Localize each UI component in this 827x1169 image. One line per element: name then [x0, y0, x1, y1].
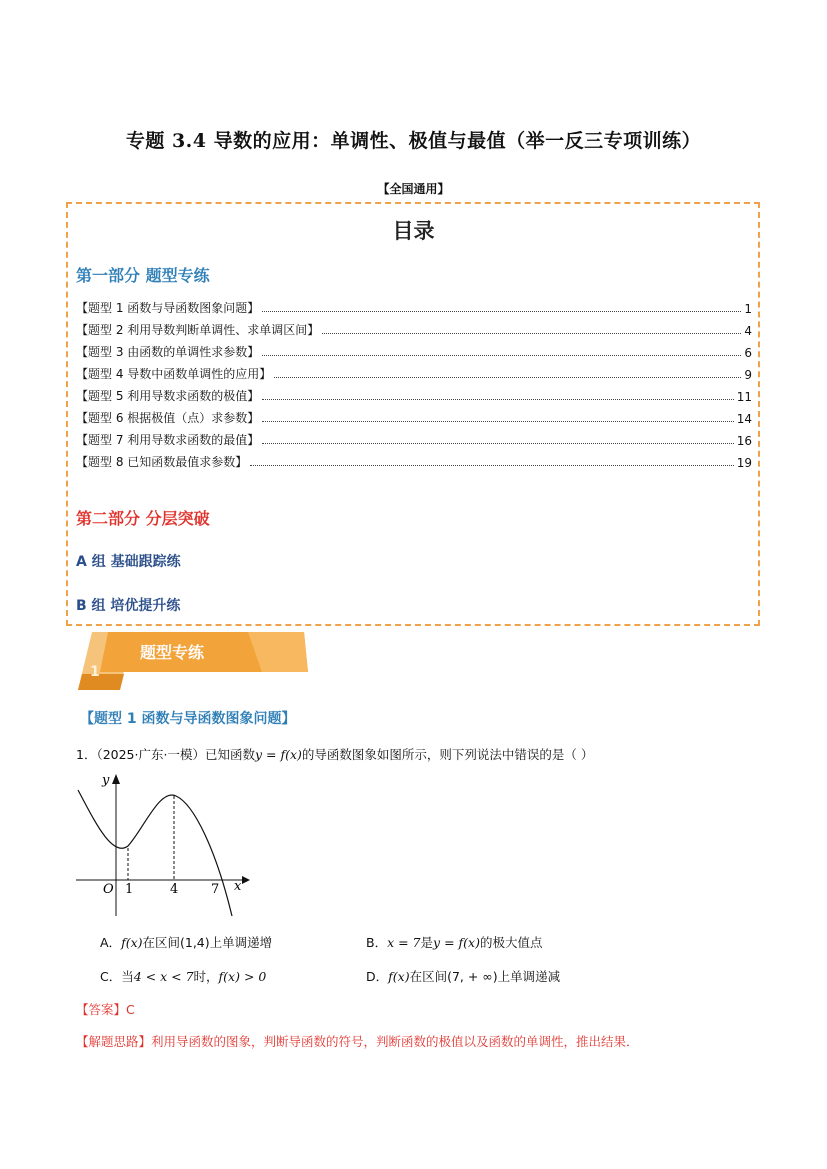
- option-b-prefix: B．: [366, 935, 388, 950]
- toc-item[interactable]: [76, 382, 752, 404]
- banner-number: 1: [90, 664, 100, 680]
- origin-label: O: [103, 882, 114, 897]
- answer-line: 【答案】C: [76, 1002, 135, 1017]
- option-b[interactable]: [366, 933, 542, 951]
- toc-item[interactable]: [76, 338, 752, 360]
- toc-leader-dots: [262, 310, 741, 312]
- toc-item[interactable]: [76, 426, 752, 448]
- toc-item-page: 4: [744, 324, 752, 338]
- option-d[interactable]: [366, 967, 560, 985]
- toc-group-a[interactable]: A 组 基础跟踪练: [76, 554, 181, 570]
- toc-item[interactable]: [76, 404, 752, 426]
- toc-leader-dots: [274, 376, 741, 378]
- toc-item[interactable]: [76, 294, 752, 316]
- section-heading: 【题型 1 函数与导函数图象问题】: [80, 711, 296, 727]
- option-a-text: 在区间(1,4)上单调递增: [142, 935, 273, 950]
- toc-item[interactable]: [76, 316, 752, 338]
- toc-leader-dots: [262, 354, 741, 356]
- question-text: [76, 745, 593, 763]
- tick-label: 1: [125, 882, 134, 897]
- toc-item-page: 14: [736, 412, 752, 426]
- option-b-math2: y = f(x): [433, 935, 480, 950]
- banner-shadow: [78, 674, 124, 690]
- document-subtitle: 【全国通用】: [377, 182, 450, 196]
- toc-item-page: 6: [744, 346, 752, 360]
- derivative-curve: [78, 790, 232, 916]
- analysis-line: 【解题思路】利用导函数的图象，判断导函数的符号，判断函数的极值以及函数的单调性，推出结果．: [76, 1034, 639, 1049]
- option-d-prefix: D．: [366, 969, 389, 984]
- x-axis-arrow: [242, 876, 250, 884]
- option-d-math: f(x): [388, 969, 410, 984]
- toc-item-page: 11: [736, 390, 752, 404]
- option-b-text2: 的极大值点: [479, 935, 543, 950]
- toc-item-page: 16: [736, 434, 752, 448]
- toc-item-page: 19: [736, 456, 752, 470]
- toc-item-label: 【题型 5 利用导数求函数的极值】: [76, 389, 260, 403]
- toc-item-label: 【题型 1 函数与导函数图象问题】: [76, 301, 260, 315]
- toc-item-page: 9: [744, 368, 752, 382]
- option-c-text1: 时，: [193, 969, 219, 984]
- document-title: 专题 3.4 导数的应用：单调性、极值与最值（举一反三专项训练）: [125, 130, 702, 152]
- option-b-text1: 是: [420, 935, 434, 950]
- x-axis-label: x: [234, 879, 242, 894]
- option-a[interactable]: [100, 933, 272, 951]
- toc-leader-dots: [322, 332, 741, 334]
- y-axis-arrow: [112, 774, 120, 784]
- option-c-math2: f(x) > 0: [218, 969, 267, 984]
- toc-item-page: 1: [744, 302, 752, 316]
- toc-item-label: 【题型 3 由函数的单调性求参数】: [76, 345, 260, 359]
- question-suffix: 的导函数图象如图所示，则下列说法中错误的是（ ）: [301, 747, 594, 762]
- toc-item-label: 【题型 8 已知函数最值求参数】: [76, 455, 248, 469]
- question-prefix: 1．（2025·广东·一模）已知函数: [76, 747, 255, 762]
- toc-item-label: 【题型 6 根据极值（点）求参数】: [76, 411, 260, 425]
- option-c-prefix: C．当: [100, 969, 134, 984]
- banner-label: 题型专练: [140, 643, 205, 662]
- option-a-math: f(x): [121, 935, 143, 950]
- option-c-math1: 4 < x < 7: [133, 969, 194, 984]
- option-b-math1: x = 7: [387, 935, 421, 950]
- toc-item-label: 【题型 4 导数中函数单调性的应用】: [76, 367, 272, 381]
- toc-leader-dots: [262, 420, 733, 422]
- toc-leader-dots: [262, 398, 733, 400]
- toc-heading: 目录: [392, 219, 435, 243]
- toc-list: [76, 294, 752, 470]
- y-axis-label: y: [102, 773, 110, 788]
- toc-part2-heading: 第二部分 分层突破: [76, 509, 210, 528]
- toc-leader-dots: [262, 442, 733, 444]
- tick-label: 4: [170, 882, 179, 897]
- tick-label: 7: [211, 882, 220, 897]
- toc-item[interactable]: [76, 360, 752, 382]
- toc-item-label: 【题型 2 利用导数判断单调性、求单调区间】: [76, 323, 320, 337]
- toc-item[interactable]: [76, 448, 752, 470]
- derivative-graph: [74, 770, 254, 918]
- option-c[interactable]: [100, 967, 266, 985]
- toc-part1-heading: 第一部分 题型专练: [76, 266, 210, 285]
- toc-item-label: 【题型 7 利用导数求函数的最值】: [76, 433, 260, 447]
- option-a-prefix: A．: [100, 935, 122, 950]
- option-d-text: 在区间(7, + ∞)上单调递减: [409, 969, 561, 984]
- toc-leader-dots: [250, 464, 733, 466]
- question-formula: y = f(x): [254, 747, 302, 762]
- toc-group-b[interactable]: B 组 培优提升练: [76, 598, 181, 614]
